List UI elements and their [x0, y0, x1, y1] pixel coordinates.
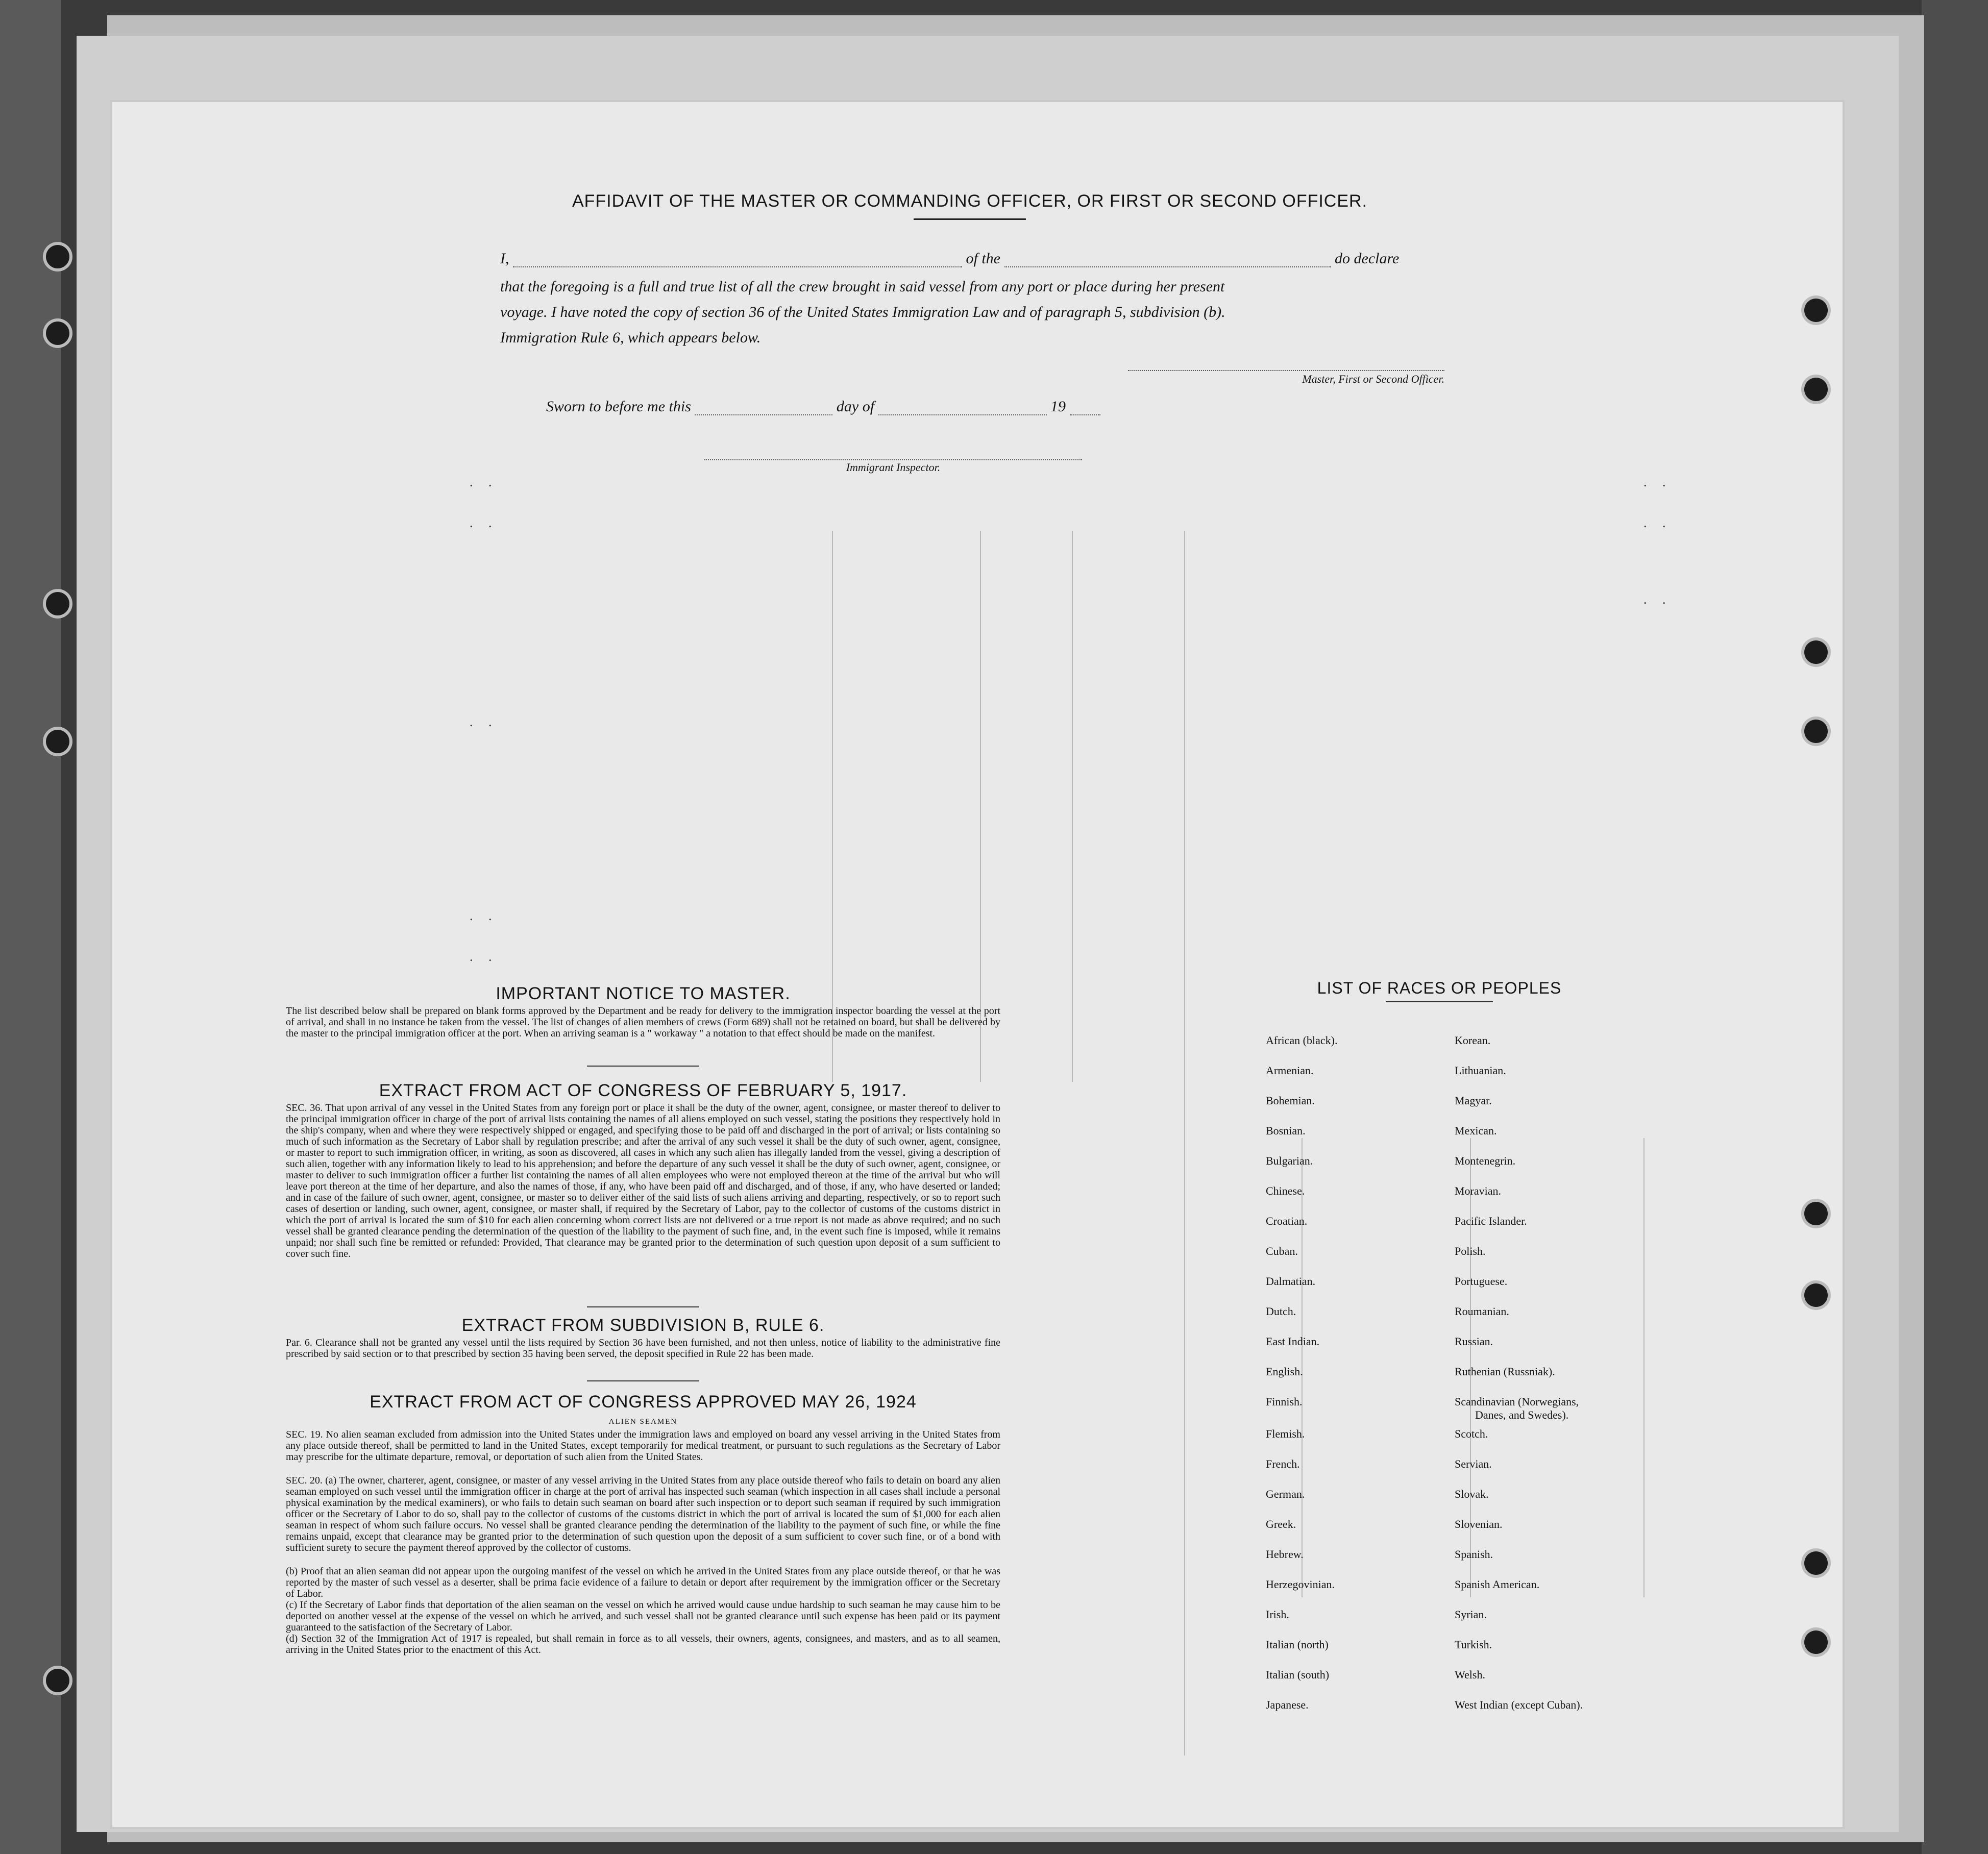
- race-item: Korean.: [1455, 1034, 1491, 1047]
- race-item: Bulgarian.: [1266, 1154, 1313, 1167]
- ghost-marks: . .: [1643, 475, 1672, 489]
- affidavit-line-4: Immigration Rule 6, which appears below.: [500, 329, 761, 346]
- race-item: Scandinavian (Norwegians,: [1455, 1395, 1579, 1408]
- ghost-marks: . .: [470, 515, 498, 530]
- extract-1917-text: SEC. 36. That upon arrival of any vessel in the United States from any foreign port or place it shall be the duty of the owner, agent, consignee, or master thereof to deliver to the principal immigration officer in charge of the port of arrival lists containing the names of all aliens employed on such vessel, stating the positions they respectively hold in the ship's company, when and where they were respectively shipped or engaged, and specifying those to be paid off and discharged in the port of arrival; or lists containing so much of such information as the Secretary of Labor shall by regulation prescribe; and after the arrival of any such vessel it shall be the duty of such owner, agent, consignee, or master to report to such immigration officer, in writing, as soon as discovered, all cases in which any such alien has illegally landed from the vessel, giving a description of such alien, together with any information likely to lead to his apprehension; and before the departure of any such vessel it shall be the duty of such owner, agent, consignee, or master to deliver to such immigration officer a further list containing the names of all alien employees who were not employed thereon at the time of the arrival but who will leave port thereon at the time of her departure, and also the names of those, if any, who have been paid off and discharged, and of those, if any, who have deserted or landed; and in case of the failure of such owner, agent, consignee, or master so to deliver either of the said lists of such aliens arriving and departing, respectively, or so to report such cases of desertion or landing, such owner, agent, consignee, or master shall, if required by the Secretary of Labor, pay to the collector of customs of the customs district in which the port of arrival is located the sum of $10 for each alien concerning whom correct lists are not delivered or a true report is not made as above required; and no such vessel shall be granted clearance pending the determination of the question of the liability to the payment of such fine, and, in the event such fine is imposed, while it remains unpaid; nor shall such fine be remitted or refunded: Provided, That clearance may be granted prior to the determination of such question upon deposit of a sum sufficient to cover such fine.: [286, 1102, 1000, 1259]
- race-item: Polish.: [1455, 1245, 1486, 1257]
- signature-line[interactable]: [1128, 370, 1444, 371]
- race-item: Lithuanian.: [1455, 1064, 1506, 1077]
- race-item: Roumanian.: [1455, 1305, 1509, 1318]
- month-blank[interactable]: [878, 414, 1047, 415]
- ghost-marks: . .: [1643, 592, 1672, 607]
- race-item: Cuban.: [1266, 1245, 1298, 1257]
- extract-1924-title: EXTRACT FROM ACT OF CONGRESS APPROVED MAY 26, 1924: [370, 1392, 917, 1412]
- punch-hole: [1804, 640, 1828, 664]
- affidavit-i: I,: [500, 250, 509, 267]
- race-item: Pacific Islander.: [1455, 1215, 1527, 1227]
- ghost-marks: . .: [470, 714, 498, 729]
- race-item: Flemish.: [1266, 1427, 1305, 1440]
- race-item: Turkish.: [1455, 1638, 1492, 1651]
- race-item: Italian (south): [1266, 1668, 1330, 1681]
- punch-hole: [1804, 1630, 1828, 1654]
- inspector-line[interactable]: [704, 459, 1082, 460]
- race-item: Dalmatian.: [1266, 1275, 1316, 1288]
- race-item: Magyar.: [1455, 1094, 1492, 1107]
- race-item: Italian (north): [1266, 1638, 1329, 1651]
- day-blank[interactable]: [695, 414, 832, 415]
- punch-hole: [1804, 378, 1828, 401]
- affidavit-of-the: of the: [966, 250, 1000, 267]
- name-blank[interactable]: [513, 266, 962, 267]
- race-item: Bosnian.: [1266, 1124, 1306, 1137]
- race-item: French.: [1266, 1457, 1300, 1470]
- extract-rule6-title: EXTRACT FROM SUBDIVISION B, RULE 6.: [461, 1316, 825, 1335]
- race-item: Greek.: [1266, 1518, 1296, 1530]
- affidavit-title: AFFIDAVIT OF THE MASTER OR COMMANDING OFFICER, OR FIRST OR SECOND OFFICER.: [572, 191, 1368, 211]
- race-item: Montenegrin.: [1455, 1154, 1516, 1167]
- race-item: Slovak.: [1455, 1488, 1489, 1500]
- race-item: Servian.: [1455, 1457, 1492, 1470]
- race-item: Syrian.: [1455, 1608, 1487, 1621]
- race-item: Spanish American.: [1455, 1578, 1540, 1591]
- extract-1924-sec20a: SEC. 20. (a) The owner, charterer, agent, consignee, or master of any vessel arriving in the United States from any place outside thereof who fails to detain on board any alien seaman employed on such vessel until the immigration officer in charge at the port of arrival has inspected such seaman (which inspection in all cases shall include a personal physical examination by the medical examiners), or who fails to detain such seaman on board after such inspection or to deport such seaman if required by such immigration officer or the Secretary of Labor to do so, shall pay to the collector of customs of the customs district in which the port of arrival is located the sum of $1,000 for each alien seaman in respect of whom such failure occurs. No vessel shall be granted clearance pending the determination of the liability to the payment of such fine, or while the fine remains unpaid, except that clearance may be granted prior to the determination of such question upon the deposit of a sum sufficient to cover such fine, or of a bond with sufficient surety to secure the payment thereof approved by the collector of customs.: [286, 1475, 1000, 1553]
- year-prefix: 19: [1050, 398, 1066, 415]
- notice-text: The list described below shall be prepared on blank forms approved by the Department and be ready for delivery to the immigration inspector boarding the vessel at the port of arrival, and shall in no instance be taken from the vessel. The list of changes of alien members of crews (Form 689) shall not be retained on board, but shall be delivered by the master to the principal immigration officer at the port. When an arriving seaman is a " workaway " a notation to that effect should be made on the manifest.: [286, 1005, 1000, 1039]
- sworn-text: Sworn to before me this: [546, 398, 691, 415]
- race-item: Spanish.: [1455, 1548, 1493, 1561]
- extract-1924-subtitle: ALIEN SEAMEN: [608, 1418, 678, 1426]
- punch-hole: [1804, 1202, 1828, 1225]
- race-item: Mexican.: [1455, 1124, 1497, 1137]
- extract-1924-sec20c: (c) If the Secretary of Labor finds that deportation of the alien seaman on the vessel on which he arrived would cause undue hardship to such seaman he may cause him to be deported on another vessel at the expense of the vessel on which he arrived, and such vessel shall not be granted clearance until such expense has been paid or its payment guaranteed to the satisfaction of the Secretary of Labor.: [286, 1599, 1000, 1633]
- race-item: Welsh.: [1455, 1668, 1485, 1681]
- scan-left-edge: [0, 0, 61, 1854]
- affidavit-declare: do declare: [1335, 250, 1400, 267]
- affidavit-line-3: voyage. I have noted the copy of section 36 of the United States Immigration Law and of paragraph 5, subdivision (b).: [500, 304, 1225, 320]
- sworn-line: [546, 398, 1100, 415]
- race-item: Ruthenian (Russniak).: [1455, 1365, 1555, 1378]
- ghost-marks: . .: [470, 908, 498, 923]
- punch-hole: [46, 592, 69, 615]
- race-item: English.: [1266, 1365, 1303, 1378]
- ghost-marks: . .: [470, 475, 498, 489]
- day-of-text: day of: [836, 398, 875, 415]
- race-item: Russian.: [1455, 1335, 1493, 1348]
- divider: [587, 1380, 699, 1381]
- scan-right-edge: [1922, 0, 1988, 1854]
- punch-hole: [46, 1669, 69, 1692]
- race-item: Herzegovinian.: [1266, 1578, 1335, 1591]
- punch-hole: [46, 322, 69, 345]
- race-item: Chinese.: [1266, 1184, 1305, 1197]
- ghost-column-rule: [1072, 531, 1073, 1082]
- extract-1917-title: EXTRACT FROM ACT OF CONGRESS OF FEBRUARY 5, 1917.: [379, 1081, 907, 1100]
- signature-label: Master, First or Second Officer.: [1302, 373, 1444, 385]
- notice-title: IMPORTANT NOTICE TO MASTER.: [496, 984, 791, 1003]
- race-item: Bohemian.: [1266, 1094, 1315, 1107]
- race-item: Dutch.: [1266, 1305, 1296, 1318]
- race-item: Japanese.: [1266, 1698, 1309, 1711]
- punch-hole: [46, 730, 69, 753]
- race-item: Armenian.: [1266, 1064, 1314, 1077]
- divider: [587, 1306, 699, 1307]
- divider: [914, 218, 1026, 220]
- race-item: Croatian.: [1266, 1215, 1308, 1227]
- race-item: Hebrew.: [1266, 1548, 1304, 1561]
- year-blank[interactable]: [1070, 414, 1100, 415]
- vessel-blank[interactable]: [1004, 266, 1331, 267]
- extract-1924-sec20d: (d) Section 32 of the Immigration Act of 1917 is repealed, but shall remain in force as to all vessels, their owners, agents, consignees, and masters, and as to all seamen, arriving in the United States prior to the enactment of this Act.: [286, 1633, 1000, 1655]
- race-item: Finnish.: [1266, 1395, 1303, 1408]
- punch-hole: [46, 245, 69, 268]
- race-item: West Indian (except Cuban).: [1455, 1698, 1583, 1711]
- ghost-column-rule: [1643, 1138, 1645, 1597]
- ghost-marks: . .: [1643, 515, 1672, 530]
- ghost-column-rule: [1184, 531, 1185, 1756]
- divider: [1386, 1001, 1493, 1002]
- extract-1924-sec20b: (b) Proof that an alien seaman did not appear upon the outgoing manifest of the vessel on which he arrived in the United States from any place outside thereof, or that he was reported by the master of such vessel as a deserter, shall be prima facie evidence of a failure to detain or deport after requirement by the immigration officer or the Secretary of Labor.: [286, 1566, 1000, 1599]
- punch-hole: [1804, 1551, 1828, 1575]
- race-item: Danes, and Swedes).: [1475, 1408, 1569, 1421]
- ghost-marks: . .: [470, 949, 498, 964]
- race-item: African (black).: [1266, 1034, 1338, 1047]
- punch-hole: [1804, 720, 1828, 743]
- race-item: Irish.: [1266, 1608, 1289, 1621]
- race-item: East Indian.: [1266, 1335, 1320, 1348]
- extract-1924-sec19: SEC. 19. No alien seaman excluded from admission into the United States under the immigration laws and employed on board any vessel arriving in the United States from any place outside thereof, shall be permitted to land in the United States, except temporarily for medical treatment, or pursuant to such regulations as the Secretary of Labor may prescribe for the ultimate departure, removal, or deportation of such alien from the United States.: [286, 1429, 1000, 1463]
- race-item: German.: [1266, 1488, 1305, 1500]
- affidavit-line-2: that the foregoing is a full and true list of all the crew brought in said vessel from any port or place during her present: [500, 278, 1225, 295]
- affidavit-line-1: [500, 250, 1399, 267]
- race-item: Portuguese.: [1455, 1275, 1508, 1288]
- divider: [587, 1066, 699, 1067]
- punch-hole: [1804, 299, 1828, 322]
- race-item: Moravian.: [1455, 1184, 1502, 1197]
- punch-hole: [1804, 1283, 1828, 1307]
- races-title: LIST OF RACES OR PEOPLES: [1317, 979, 1562, 997]
- race-item: Scotch.: [1455, 1427, 1488, 1440]
- race-item: Slovenian.: [1455, 1518, 1503, 1530]
- extract-rule6-text: Par. 6. Clearance shall not be granted any vessel until the lists required by Section 36 have been furnished, and not then unless, notice of liability to the administrative fine prescribed by said section or to that prescribed by section 35 having been served, the deposit specified in Rule 22 has been made.: [286, 1337, 1000, 1359]
- inspector-label: Immigrant Inspector.: [846, 461, 941, 474]
